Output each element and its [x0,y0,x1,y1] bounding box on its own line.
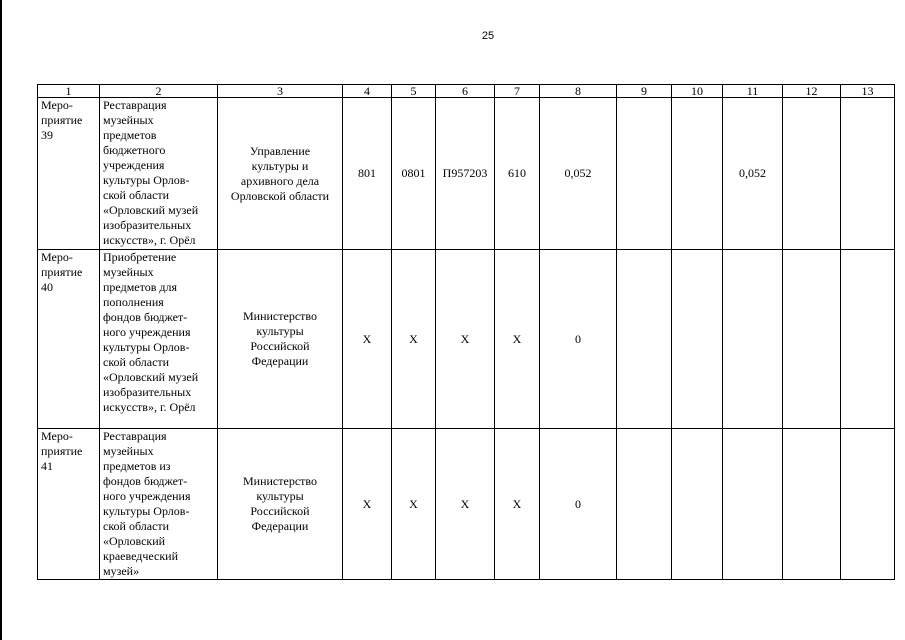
value-cell: Х [343,429,392,580]
value-cell: Х [436,429,495,580]
value-cell: 0,052 [540,98,617,250]
table-row [38,98,895,250]
value-cell [672,250,723,429]
value-cell [783,250,841,429]
page-number: 25 [481,30,495,42]
value-cell [783,98,841,250]
executor-cell: Министерство культуры Российской Федерации [218,429,343,580]
header-cell: 1 [38,85,100,98]
value-cell: 0 [540,429,617,580]
value-cell [841,98,895,250]
header-row [38,85,895,98]
event-cell: Меро- приятие 40 [38,250,100,429]
value-cell [617,250,672,429]
header-cell: 6 [436,85,495,98]
header-cell: 10 [672,85,723,98]
value-cell: Х [392,250,436,429]
description-cell: Реставрация музейных предметов из фондов бюджет- ного учреждения культуры Орлов- ской области «Орловский краеведческий музей» [100,429,218,580]
table-row [38,429,895,580]
value-cell [841,250,895,429]
value-cell [617,98,672,250]
event-cell: Меро- приятие 41 [38,429,100,580]
value-cell: П957203 [436,98,495,250]
executor-cell: Управление культуры и архивного дела Орловской области [218,98,343,250]
value-cell: 0 [540,250,617,429]
value-cell [672,98,723,250]
value-cell: 0,052 [723,98,783,250]
value-cell: 0801 [392,98,436,250]
header-cell: 12 [783,85,841,98]
header-cell: 5 [392,85,436,98]
value-cell: Х [392,429,436,580]
header-cell: 2 [100,85,218,98]
value-cell [617,429,672,580]
header-cell: 11 [723,85,783,98]
value-cell [783,429,841,580]
value-cell: Х [436,250,495,429]
value-cell [723,250,783,429]
value-cell [723,429,783,580]
description-cell: Реставрация музейных предметов бюджетного учреждения культуры Орлов- ской области «Орловский музей изобразительных искусств», г. Орёл [100,98,218,250]
budget-table [37,84,895,580]
value-cell: Х [343,250,392,429]
value-cell: 801 [343,98,392,250]
page-left-edge [0,0,2,640]
header-cell: 8 [540,85,617,98]
value-cell: 610 [495,98,540,250]
value-cell: Х [495,429,540,580]
event-cell: Меро- приятие 39 [38,98,100,250]
header-cell: 13 [841,85,895,98]
table-row [38,250,895,429]
header-cell: 4 [343,85,392,98]
header-cell: 9 [617,85,672,98]
header-cell: 7 [495,85,540,98]
value-cell [841,429,895,580]
description-cell: Приобретение музейных предметов для пополнения фондов бюджет- ного учреждения культуры Орлов- ской области «Орловский музей изобразительных искусств», г. Орёл [100,250,218,429]
value-cell: Х [495,250,540,429]
executor-cell: Министерство культуры Российской Федерации [218,250,343,429]
value-cell [672,429,723,580]
header-cell: 3 [218,85,343,98]
